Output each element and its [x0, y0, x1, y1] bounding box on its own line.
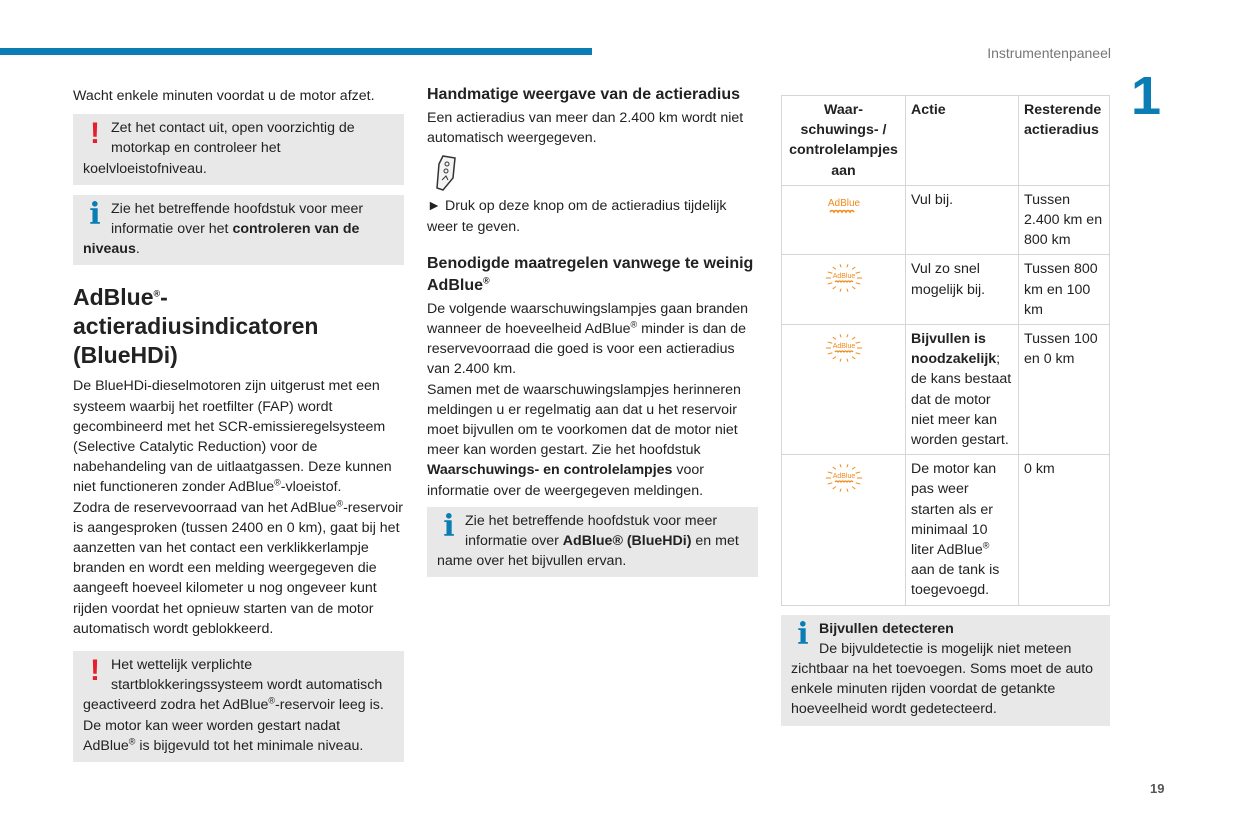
action-cell: Vul zo snel mogelijk bij. [906, 255, 1019, 325]
table-row [782, 255, 1110, 325]
key-button-icon [427, 148, 758, 196]
info-icon: i [797, 616, 809, 652]
info-text: Zie het betreffende hoofdstuk voor meer informatie over het controleren van de niveaus. [83, 200, 364, 258]
warning-box [73, 114, 404, 185]
table-header [782, 96, 1110, 186]
action-cell: De motor kan pas weer starten als er minimaal 10 liter AdBlue® aan de tank is toegevoegd. [906, 455, 1019, 605]
info-box [427, 507, 758, 578]
column-2 [427, 84, 758, 585]
heading-manual-display: Handmatige weergave van de actieradius [427, 86, 741, 103]
page-number: 19 [1150, 781, 1165, 796]
column-3 [781, 95, 1112, 734]
table-row [782, 455, 1110, 605]
info-box [781, 615, 1110, 726]
adblue-flashing-icon [782, 325, 906, 455]
info-box [73, 195, 404, 266]
adblue-icon [782, 185, 906, 255]
info-icon: i [89, 196, 101, 232]
header-bar [0, 48, 592, 55]
warning-box-2 [73, 651, 404, 762]
table-row [782, 185, 1110, 255]
adblue-flashing-icon [782, 455, 906, 605]
body-text: De volgende waarschuwingslampjes gaan branden wanneer de hoeveelheid AdBlue® minder is dan de reservevoorraad die goed is voor een actieradius van 2.400 km. [427, 300, 748, 378]
section-heading: AdBlue®-actieradiusindicatoren (BlueHDi) [73, 284, 319, 369]
warning-text: Het wettelijk verplichte startblokkeringssysteem wordt automatisch geactiveerd zodra het AdBlue®-reservoir leeg is. De motor kan weer worden gestart nadat AdBlue® is bijgevuld tot het minimale niveau. [83, 657, 384, 754]
intro-text: Wacht enkele minuten voordat u de motor afzet. [73, 88, 375, 104]
range-cell: 0 km [1019, 455, 1110, 605]
body-text: De BlueHDi-dieselmotoren zijn uitgerust met een systeem waarbij het roetfilter (FAP) wordt gecombineerd met het SCR-emissieregelsysteem (Selective Catalytic Reduction) voor de nabehandeling van de uitlaatgassen. Deze kunnen niet functioneren zonder AdBlue®-vloeistof. Zodra de reservevoorraad van het AdBlue®-reservoir is aangesproken (tussen 2400 en 0 km), gaat bij het aanzetten van het contact een verklikkerlampje branden en wordt een melding weergegeven die aangeeft hoeveel kilometer u nog ongeveer kunt rijden voordat het opnieuw starten van de motor automatisch wordt geblokkeerd. [73, 378, 403, 637]
action-cell: Vul bij. [906, 185, 1019, 255]
range-cell: Tussen 100 en 0 km [1019, 325, 1110, 455]
info-icon: i [443, 508, 455, 544]
svg-text:AdBlue: AdBlue [832, 343, 855, 351]
warning-text: Zet het contact uit, open voorzichtig de motorkap en controleer het koelvloeistofniveau. [83, 120, 355, 177]
table-row [782, 325, 1110, 455]
header-cell: Waar-schuwings- / controlelampjes aan [782, 96, 906, 186]
adblue-flashing-icon [782, 255, 906, 325]
body-text: Samen met de waarschuwingslampjes herinneren meldingen u er regelmatig aan dat u het reservoir moet bijvullen om te voorkomen dat de motor niet meer kan worden gestart. Zie het hoofdstuk Waarschuwings- en controlelampjes voor informatie over de weergegeven meldingen. [427, 381, 741, 499]
svg-text:AdBlue: AdBlue [832, 473, 855, 481]
svg-text:AdBlue: AdBlue [832, 273, 855, 281]
info-text: Bijvullen detecteren De bijvuldetectie is mogelijk niet meteen zichtbaar na het toevoegen. Soms moet de auto enkele minuten rijden voordat de getankte hoeveelheid wordt gedetecteerd. [791, 620, 1094, 718]
range-cell: Tussen 800 km en 100 km [1019, 255, 1110, 325]
warning-icon: ! [90, 654, 100, 688]
body-text: Een actieradius van meer dan 2.400 km wordt niet automatisch weergegeven. [427, 110, 744, 147]
svg-text:AdBlue: AdBlue [827, 197, 860, 209]
header-cell: Resterende actieradius [1019, 96, 1110, 186]
header-cell: Actie [906, 96, 1019, 186]
warning-table [781, 95, 1110, 606]
body-text: ► Druk op deze knop om de actieradius tijdelijk weer te geven. [427, 198, 727, 235]
heading-measures: Benodigde maatregelen vanwege te weinig AdBlue® [427, 254, 754, 294]
warning-icon: ! [90, 117, 100, 151]
chapter-number: 1 [1131, 66, 1162, 126]
section-title: Instrumentenpaneel [987, 45, 1111, 61]
info-text: Zie het betreffende hoofdstuk voor meer informatie over AdBlue® (BlueHDi) en met name over het bijvullen ervan. [437, 512, 739, 570]
column-1 [73, 86, 404, 770]
action-cell: Bijvullen is noodzakelijk; de kans bestaat dat de motor niet meer kan worden gestart. [906, 325, 1019, 455]
range-cell: Tussen 2.400 km en 800 km [1019, 185, 1110, 255]
